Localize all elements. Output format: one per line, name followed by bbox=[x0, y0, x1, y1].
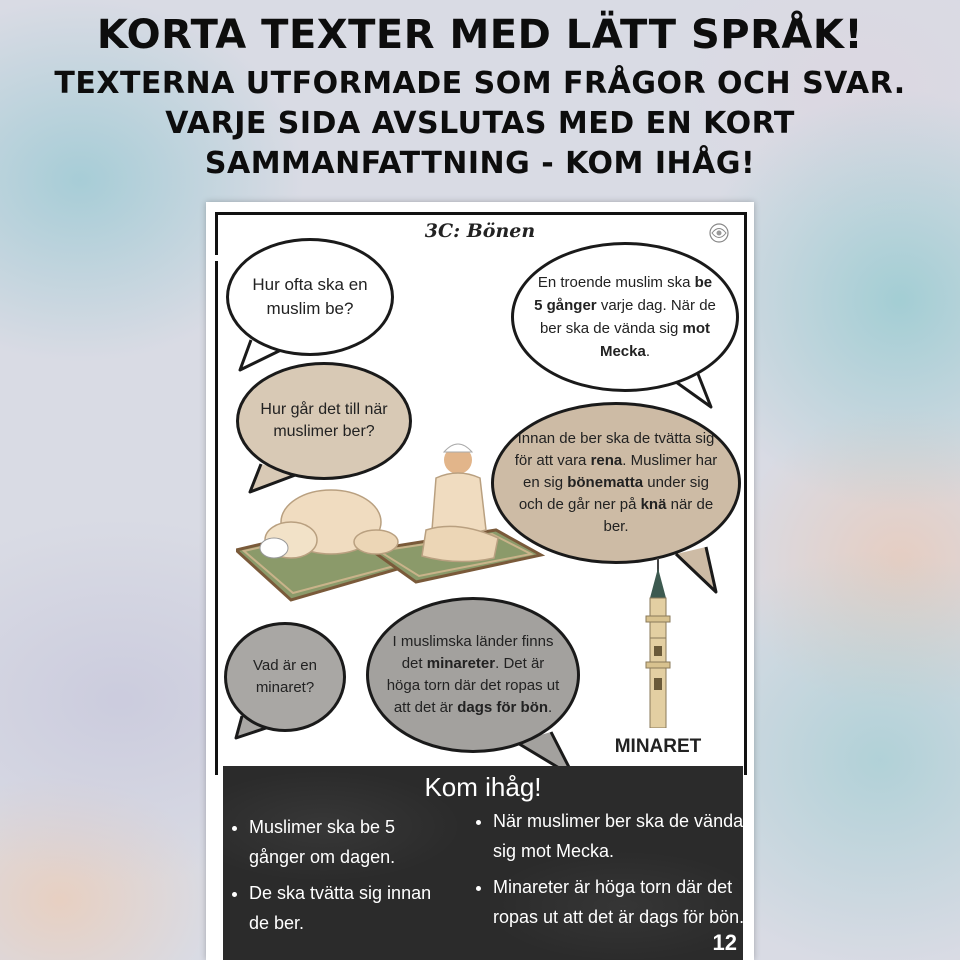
answer-text: En troende muslim ska be 5 gånger varje dag. När de ber ska de vända sig mot Mecka. bbox=[534, 274, 716, 360]
praying-men-illustration bbox=[236, 430, 546, 610]
question-text: Hur går det till när muslimer ber? bbox=[260, 401, 388, 440]
headline-line-3: VARJE SIDA AVSLUTAS MED EN KORT bbox=[165, 106, 795, 141]
page-title: 3C: Bönen bbox=[424, 220, 536, 242]
answer-text: I muslimska länder finns det minareter. Det är höga torn där det ropas ut att det är dags för bön. bbox=[386, 633, 560, 716]
headline-line-2: TEXTERNA UTFORMADE SOM FRÅGOR OCH SVAR. bbox=[54, 66, 906, 101]
page-number: 12 bbox=[712, 930, 737, 955]
question-bubble-minaret bbox=[224, 622, 346, 732]
list-item: • Muslimer ska be 5 gånger om dagen. bbox=[249, 812, 449, 872]
worksheet-page bbox=[206, 202, 754, 960]
headline-line-1: KORTA TEXTER MED LÄTT SPRÅK! bbox=[96, 12, 864, 58]
headline-line-4: SAMMANFATTNING - KOM IHÅG! bbox=[204, 146, 756, 181]
answer-bubble-minaret bbox=[366, 597, 580, 753]
summary-list-left bbox=[231, 812, 449, 944]
minaret-label: MINARET bbox=[614, 736, 702, 757]
summary-list-right bbox=[475, 806, 753, 938]
question-text: Vad är en minaret? bbox=[253, 657, 317, 696]
summary-chalkboard bbox=[223, 766, 743, 960]
list-item: • Minareter är höga torn där det ropas ut att det är dags för bön. bbox=[493, 872, 753, 932]
answer-bubble-prayer-frequency bbox=[511, 242, 739, 392]
answer-text: Innan de ber ska de tvätta sig för att vara rena. Muslimer har en sig bönematta under sig och de går ner på knä när de ber. bbox=[514, 430, 718, 535]
minaret-icon bbox=[638, 558, 678, 728]
question-text: Hur ofta ska en muslim be? bbox=[252, 275, 368, 318]
list-item: • De ska tvätta sig innan de ber. bbox=[249, 878, 449, 938]
summary-title: Kom ihåg! bbox=[424, 772, 542, 802]
question-bubble-prayer-frequency bbox=[226, 238, 394, 356]
list-item: • När muslimer ber ska de vända sig mot Mecka. bbox=[493, 806, 753, 866]
